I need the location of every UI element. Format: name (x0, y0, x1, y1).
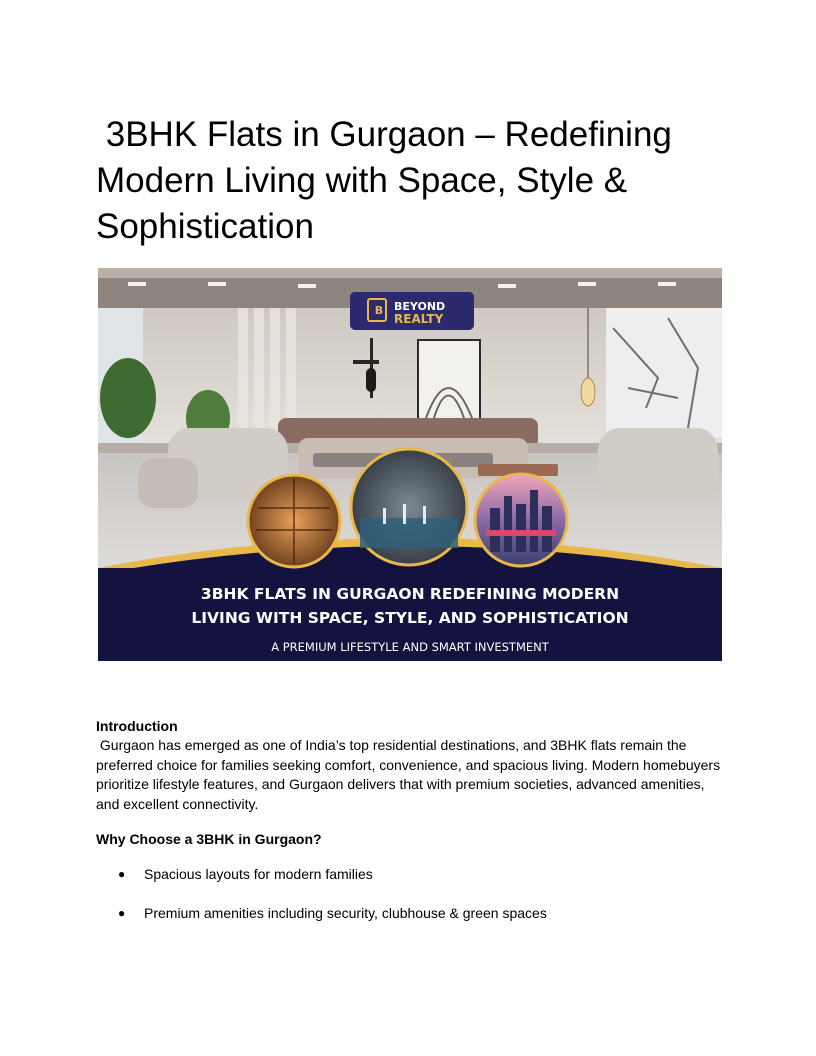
banner-line1: 3BHK FLATS IN GURGAON REDEFINING MODERN (200, 585, 620, 603)
list-item (96, 865, 736, 904)
sauna-photo (248, 475, 340, 567)
fountain-photo (351, 449, 467, 565)
logo-line2: REALTY (394, 312, 444, 326)
bullet-icon: ● (118, 906, 126, 920)
city-skyline-photo (475, 474, 567, 566)
logo-line1: BEYOND (394, 300, 446, 313)
svg-text:B: B (374, 304, 384, 317)
list-item (96, 904, 736, 943)
why-heading: Why Choose a 3BHK in Gurgaon? (96, 831, 322, 847)
page-title: 3BHK Flats in Gurgaon – Redefining Modern Living with Space, Style & Sophistication (96, 115, 682, 246)
hero-image (98, 268, 722, 661)
list-item-text: Spacious layouts for modern families (144, 866, 373, 882)
intro-paragraph: Gurgaon has emerged as one of India’s top residential destinations, and 3BHK flats remain the preferred choice for families seeking comfort, convenience, and spacious living. Modern homebuyers prioritize lifestyle features, and Gurgaon delivers that with premium societies, advanced amenities, and excellent connectivity. (96, 737, 724, 812)
intro-heading: Introduction (96, 718, 178, 734)
banner-subtitle: A PREMIUM LIFESTYLE AND SMART INVESTMENT (271, 640, 549, 654)
bullet-icon: ● (118, 867, 126, 881)
banner-line2: LIVING WITH SPACE, STYLE, AND SOPHISTICATION (191, 609, 629, 627)
benefits-list (96, 865, 736, 943)
list-item-text: Premium amenities including security, clubhouse & green spaces (144, 905, 547, 921)
